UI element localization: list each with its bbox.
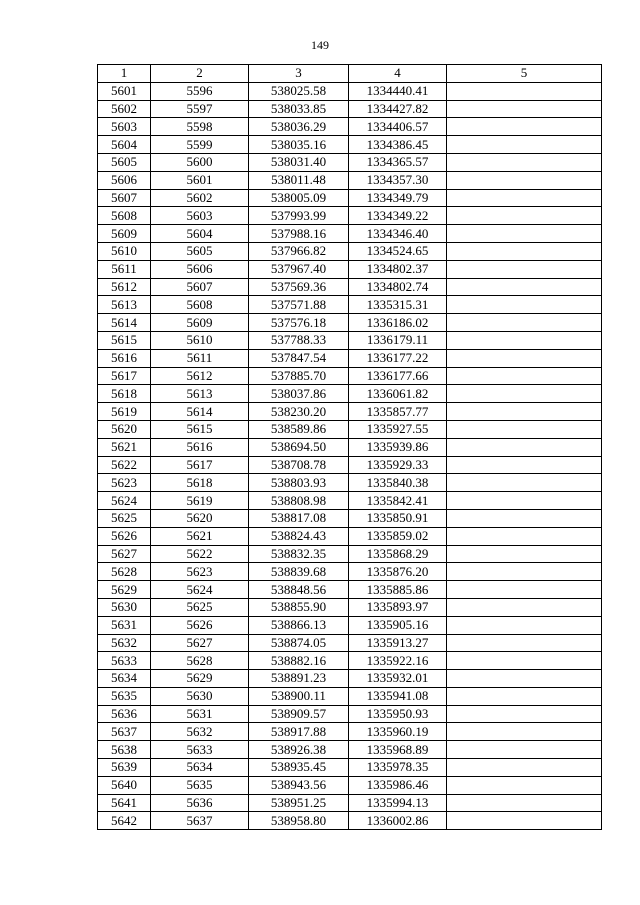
point-number-cell: 5632 (98, 634, 151, 652)
reference-number-cell: 5612 (151, 367, 249, 385)
reference-number-cell: 5597 (151, 100, 249, 118)
table-row (98, 278, 602, 296)
y-coordinate-cell: 1335876.20 (349, 563, 447, 581)
y-coordinate-cell: 1335950.93 (349, 705, 447, 723)
point-number-cell: 5639 (98, 759, 151, 777)
y-coordinate-cell: 1336002.86 (349, 812, 447, 830)
y-coordinate-cell: 1334427.82 (349, 100, 447, 118)
x-coordinate-cell: 538891.23 (249, 670, 349, 688)
x-coordinate-cell: 537847.54 (249, 349, 349, 367)
note-cell (447, 278, 602, 296)
table-row (98, 794, 602, 812)
y-coordinate-cell: 1336179.11 (349, 331, 447, 349)
point-number-cell: 5611 (98, 260, 151, 278)
x-coordinate-cell: 537993.99 (249, 207, 349, 225)
reference-number-cell: 5621 (151, 527, 249, 545)
point-number-cell: 5614 (98, 314, 151, 332)
reference-number-cell: 5605 (151, 242, 249, 260)
y-coordinate-cell: 1335932.01 (349, 670, 447, 688)
reference-number-cell: 5634 (151, 759, 249, 777)
point-number-cell: 5628 (98, 563, 151, 581)
y-coordinate-cell: 1334524.65 (349, 242, 447, 260)
x-coordinate-cell: 537967.40 (249, 260, 349, 278)
y-coordinate-cell: 1334440.41 (349, 82, 447, 100)
reference-number-cell: 5606 (151, 260, 249, 278)
note-cell (447, 492, 602, 510)
table-row (98, 492, 602, 510)
point-number-cell: 5637 (98, 723, 151, 741)
y-coordinate-cell: 1335893.97 (349, 598, 447, 616)
reference-number-cell: 5611 (151, 349, 249, 367)
coordinates-table (97, 64, 602, 830)
y-coordinate-cell: 1336177.22 (349, 349, 447, 367)
note-cell (447, 438, 602, 456)
y-coordinate-cell: 1335986.46 (349, 776, 447, 794)
note-cell (447, 670, 602, 688)
point-number-cell: 5619 (98, 403, 151, 421)
point-number-cell: 5625 (98, 509, 151, 527)
reference-number-cell: 5620 (151, 509, 249, 527)
point-number-cell: 5605 (98, 153, 151, 171)
table-row (98, 189, 602, 207)
x-coordinate-cell: 538951.25 (249, 794, 349, 812)
reference-number-cell: 5618 (151, 474, 249, 492)
point-number-cell: 5610 (98, 242, 151, 260)
table-row (98, 153, 602, 171)
x-coordinate-cell: 537885.70 (249, 367, 349, 385)
note-cell (447, 225, 602, 243)
reference-number-cell: 5630 (151, 687, 249, 705)
reference-number-cell: 5602 (151, 189, 249, 207)
x-coordinate-cell: 538005.09 (249, 189, 349, 207)
point-number-cell: 5622 (98, 456, 151, 474)
point-number-cell: 5608 (98, 207, 151, 225)
point-number-cell: 5624 (98, 492, 151, 510)
table-row (98, 598, 602, 616)
table-row (98, 331, 602, 349)
table-row (98, 670, 602, 688)
y-coordinate-cell: 1334386.45 (349, 136, 447, 154)
x-coordinate-cell: 538708.78 (249, 456, 349, 474)
reference-number-cell: 5616 (151, 438, 249, 456)
x-coordinate-cell: 538035.16 (249, 136, 349, 154)
y-coordinate-cell: 1335885.86 (349, 581, 447, 599)
x-coordinate-cell: 537576.18 (249, 314, 349, 332)
point-number-cell: 5615 (98, 331, 151, 349)
table-row (98, 118, 602, 136)
note-cell (447, 314, 602, 332)
y-coordinate-cell: 1336186.02 (349, 314, 447, 332)
note-cell (447, 420, 602, 438)
note-cell (447, 474, 602, 492)
point-number-cell: 5640 (98, 776, 151, 794)
reference-number-cell: 5599 (151, 136, 249, 154)
note-cell (447, 527, 602, 545)
y-coordinate-cell: 1335905.16 (349, 616, 447, 634)
note-cell (447, 100, 602, 118)
x-coordinate-cell: 538909.57 (249, 705, 349, 723)
y-coordinate-cell: 1335868.29 (349, 545, 447, 563)
point-number-cell: 5618 (98, 385, 151, 403)
point-number-cell: 5613 (98, 296, 151, 314)
x-coordinate-cell: 538900.11 (249, 687, 349, 705)
reference-number-cell: 5600 (151, 153, 249, 171)
reference-number-cell: 5628 (151, 652, 249, 670)
note-cell (447, 242, 602, 260)
note-cell (447, 687, 602, 705)
table-row (98, 581, 602, 599)
reference-number-cell: 5626 (151, 616, 249, 634)
point-number-cell: 5609 (98, 225, 151, 243)
reference-number-cell: 5632 (151, 723, 249, 741)
y-coordinate-cell: 1335859.02 (349, 527, 447, 545)
x-coordinate-cell: 538839.68 (249, 563, 349, 581)
reference-number-cell: 5596 (151, 82, 249, 100)
point-number-cell: 5631 (98, 616, 151, 634)
table-header (98, 65, 602, 83)
y-coordinate-cell: 1335994.13 (349, 794, 447, 812)
note-cell (447, 634, 602, 652)
note-cell (447, 509, 602, 527)
point-number-cell: 5638 (98, 741, 151, 759)
note-cell (447, 616, 602, 634)
reference-number-cell: 5619 (151, 492, 249, 510)
column-header-4: 4 (349, 65, 447, 83)
table-row (98, 545, 602, 563)
table-row (98, 420, 602, 438)
y-coordinate-cell: 1335840.38 (349, 474, 447, 492)
table-row (98, 367, 602, 385)
note-cell (447, 794, 602, 812)
x-coordinate-cell: 538033.85 (249, 100, 349, 118)
y-coordinate-cell: 1335927.55 (349, 420, 447, 438)
point-number-cell: 5620 (98, 420, 151, 438)
x-coordinate-cell: 537571.88 (249, 296, 349, 314)
column-header-3: 3 (249, 65, 349, 83)
table-row (98, 509, 602, 527)
note-cell (447, 331, 602, 349)
y-coordinate-cell: 1334802.74 (349, 278, 447, 296)
point-number-cell: 5603 (98, 118, 151, 136)
x-coordinate-cell: 538808.98 (249, 492, 349, 510)
note-cell (447, 759, 602, 777)
y-coordinate-cell: 1335850.91 (349, 509, 447, 527)
table-row (98, 82, 602, 100)
note-cell (447, 296, 602, 314)
point-number-cell: 5629 (98, 581, 151, 599)
note-cell (447, 189, 602, 207)
point-number-cell: 5630 (98, 598, 151, 616)
table-row (98, 100, 602, 118)
note-cell (447, 385, 602, 403)
x-coordinate-cell: 538011.48 (249, 171, 349, 189)
point-number-cell: 5626 (98, 527, 151, 545)
reference-number-cell: 5633 (151, 741, 249, 759)
table-row (98, 741, 602, 759)
note-cell (447, 776, 602, 794)
x-coordinate-cell: 538817.08 (249, 509, 349, 527)
reference-number-cell: 5607 (151, 278, 249, 296)
x-coordinate-cell: 538025.58 (249, 82, 349, 100)
note-cell (447, 598, 602, 616)
note-cell (447, 705, 602, 723)
point-number-cell: 5612 (98, 278, 151, 296)
y-coordinate-cell: 1335922.16 (349, 652, 447, 670)
y-coordinate-cell: 1334802.37 (349, 260, 447, 278)
y-coordinate-cell: 1334406.57 (349, 118, 447, 136)
x-coordinate-cell: 538855.90 (249, 598, 349, 616)
x-coordinate-cell: 538917.88 (249, 723, 349, 741)
table-body (98, 82, 602, 829)
reference-number-cell: 5636 (151, 794, 249, 812)
table-row (98, 759, 602, 777)
reference-number-cell: 5627 (151, 634, 249, 652)
point-number-cell: 5627 (98, 545, 151, 563)
table-row (98, 314, 602, 332)
y-coordinate-cell: 1336177.66 (349, 367, 447, 385)
point-number-cell: 5617 (98, 367, 151, 385)
note-cell (447, 153, 602, 171)
column-header-1: 1 (98, 65, 151, 83)
table-row (98, 296, 602, 314)
x-coordinate-cell: 537569.36 (249, 278, 349, 296)
y-coordinate-cell: 1335978.35 (349, 759, 447, 777)
reference-number-cell: 5631 (151, 705, 249, 723)
x-coordinate-cell: 538874.05 (249, 634, 349, 652)
x-coordinate-cell: 538832.35 (249, 545, 349, 563)
note-cell (447, 581, 602, 599)
table-row (98, 474, 602, 492)
table-row (98, 527, 602, 545)
x-coordinate-cell: 538958.80 (249, 812, 349, 830)
table-row (98, 812, 602, 830)
point-number-cell: 5641 (98, 794, 151, 812)
note-cell (447, 207, 602, 225)
y-coordinate-cell: 1334349.79 (349, 189, 447, 207)
table-row (98, 136, 602, 154)
y-coordinate-cell: 1335929.33 (349, 456, 447, 474)
point-number-cell: 5642 (98, 812, 151, 830)
note-cell (447, 349, 602, 367)
table-row (98, 563, 602, 581)
table-row (98, 385, 602, 403)
reference-number-cell: 5615 (151, 420, 249, 438)
table-row (98, 260, 602, 278)
table-row (98, 403, 602, 421)
x-coordinate-cell: 538935.45 (249, 759, 349, 777)
reference-number-cell: 5598 (151, 118, 249, 136)
point-number-cell: 5601 (98, 82, 151, 100)
y-coordinate-cell: 1334357.30 (349, 171, 447, 189)
column-header-2: 2 (151, 65, 249, 83)
reference-number-cell: 5610 (151, 331, 249, 349)
reference-number-cell: 5613 (151, 385, 249, 403)
table-row (98, 776, 602, 794)
point-number-cell: 5616 (98, 349, 151, 367)
y-coordinate-cell: 1335939.86 (349, 438, 447, 456)
point-number-cell: 5621 (98, 438, 151, 456)
reference-number-cell: 5637 (151, 812, 249, 830)
note-cell (447, 545, 602, 563)
table-row (98, 349, 602, 367)
page-number: 149 (311, 38, 329, 52)
reference-number-cell: 5623 (151, 563, 249, 581)
header-row (98, 65, 602, 83)
x-coordinate-cell: 538803.93 (249, 474, 349, 492)
y-coordinate-cell: 1334365.57 (349, 153, 447, 171)
reference-number-cell: 5624 (151, 581, 249, 599)
x-coordinate-cell: 538824.43 (249, 527, 349, 545)
y-coordinate-cell: 1335857.77 (349, 403, 447, 421)
note-cell (447, 652, 602, 670)
point-number-cell: 5623 (98, 474, 151, 492)
column-header-5: 5 (447, 65, 602, 83)
reference-number-cell: 5635 (151, 776, 249, 794)
reference-number-cell: 5603 (151, 207, 249, 225)
x-coordinate-cell: 538882.16 (249, 652, 349, 670)
y-coordinate-cell: 1335960.19 (349, 723, 447, 741)
reference-number-cell: 5622 (151, 545, 249, 563)
x-coordinate-cell: 538926.38 (249, 741, 349, 759)
reference-number-cell: 5609 (151, 314, 249, 332)
reference-number-cell: 5601 (151, 171, 249, 189)
table-row (98, 225, 602, 243)
note-cell (447, 82, 602, 100)
y-coordinate-cell: 1334346.40 (349, 225, 447, 243)
note-cell (447, 136, 602, 154)
x-coordinate-cell: 538943.56 (249, 776, 349, 794)
note-cell (447, 367, 602, 385)
reference-number-cell: 5617 (151, 456, 249, 474)
table-row (98, 438, 602, 456)
point-number-cell: 5604 (98, 136, 151, 154)
table-row (98, 242, 602, 260)
x-coordinate-cell: 537966.82 (249, 242, 349, 260)
note-cell (447, 456, 602, 474)
point-number-cell: 5633 (98, 652, 151, 670)
note-cell (447, 812, 602, 830)
note-cell (447, 260, 602, 278)
y-coordinate-cell: 1335941.08 (349, 687, 447, 705)
reference-number-cell: 5625 (151, 598, 249, 616)
table-row (98, 171, 602, 189)
y-coordinate-cell: 1335315.31 (349, 296, 447, 314)
table-row (98, 705, 602, 723)
table-row (98, 207, 602, 225)
y-coordinate-cell: 1335913.27 (349, 634, 447, 652)
table-row (98, 687, 602, 705)
x-coordinate-cell: 537788.33 (249, 331, 349, 349)
x-coordinate-cell: 538037.86 (249, 385, 349, 403)
x-coordinate-cell: 538031.40 (249, 153, 349, 171)
reference-number-cell: 5629 (151, 670, 249, 688)
reference-number-cell: 5608 (151, 296, 249, 314)
x-coordinate-cell: 538866.13 (249, 616, 349, 634)
note-cell (447, 723, 602, 741)
point-number-cell: 5607 (98, 189, 151, 207)
note-cell (447, 741, 602, 759)
note-cell (447, 171, 602, 189)
y-coordinate-cell: 1335842.41 (349, 492, 447, 510)
table-row (98, 723, 602, 741)
y-coordinate-cell: 1336061.82 (349, 385, 447, 403)
point-number-cell: 5606 (98, 171, 151, 189)
note-cell (447, 563, 602, 581)
point-number-cell: 5634 (98, 670, 151, 688)
x-coordinate-cell: 537988.16 (249, 225, 349, 243)
y-coordinate-cell: 1334349.22 (349, 207, 447, 225)
reference-number-cell: 5614 (151, 403, 249, 421)
table-row (98, 652, 602, 670)
note-cell (447, 403, 602, 421)
point-number-cell: 5602 (98, 100, 151, 118)
x-coordinate-cell: 538230.20 (249, 403, 349, 421)
point-number-cell: 5635 (98, 687, 151, 705)
table-row (98, 616, 602, 634)
reference-number-cell: 5604 (151, 225, 249, 243)
x-coordinate-cell: 538848.56 (249, 581, 349, 599)
table-row (98, 634, 602, 652)
x-coordinate-cell: 538036.29 (249, 118, 349, 136)
x-coordinate-cell: 538589.86 (249, 420, 349, 438)
note-cell (447, 118, 602, 136)
point-number-cell: 5636 (98, 705, 151, 723)
table-row (98, 456, 602, 474)
x-coordinate-cell: 538694.50 (249, 438, 349, 456)
y-coordinate-cell: 1335968.89 (349, 741, 447, 759)
